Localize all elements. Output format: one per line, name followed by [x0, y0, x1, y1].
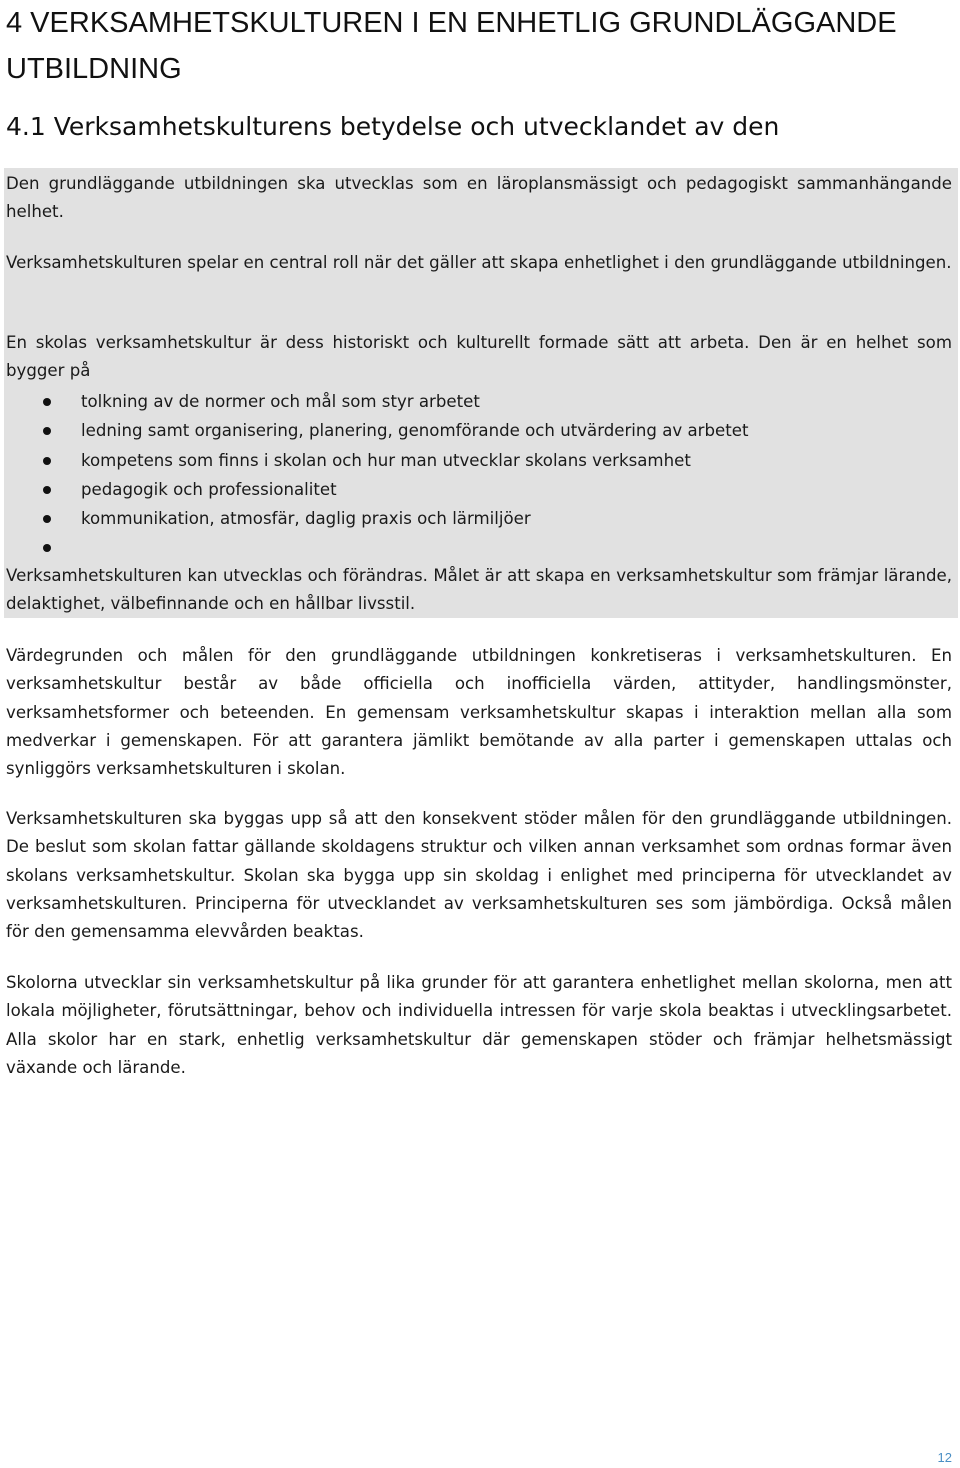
- list-item: [0, 446, 940, 475]
- list-item: [0, 475, 940, 504]
- culture-definition-paragraph: En skolas verksamhetskultur är dess historiskt och kulturellt formade sätt att arbeta. Den är en helhet som bygger på: [6, 333, 952, 380]
- chapter-title: 4 VERKSAMHETSKULTUREN I EN ENHETLIG GRUNDLÄGGANDE UTBILDNING: [6, 7, 897, 85]
- structure-paragraph: Verksamhetskulturen ska byggas upp så att den konsekvent stöder målen för den grundläggande utbildningen. De beslut som skolan fattar gällande skoldagens struktur och vilken annan verksamhet som ordnas formar även skolans verksamhetskultur. Skolan ska bygga upp sin skoldag i enlighet med principerna för utvecklandet av verksamhetskulturen. Principerna för utvecklandet av verksamhetskulturen ses som jämbördiga. Också målen för den gemensamma elevvården beaktas.: [6, 809, 952, 942]
- bullet-icon: [43, 398, 51, 406]
- list-item-text: pedagogik och professionalitet: [81, 479, 337, 499]
- list-item: [0, 504, 940, 533]
- culture-components-list: [0, 387, 940, 563]
- list-item: [0, 387, 940, 416]
- bullet-icon: [43, 457, 51, 465]
- list-item-text: ledning samt organisering, planering, genomförande och utvärdering av arbetet: [81, 421, 749, 441]
- list-item: [0, 416, 940, 445]
- values-paragraph: Värdegrunden och målen för den grundläggande utbildningen konkretiseras i verksamhetskulturen. En verksamhetskultur består av både officiella och inofficiella värden, attityder, handlingsmönster, verksamhetsformer och beteenden. En gemensam verksamhetskultur skapas i interaktion mellan alla som medverkar i gemenskapen. För att garantera jämlikt bemötande av alla parter i gemenskapen uttalas och synliggörs verksamhetskulturen i skolan.: [6, 646, 952, 779]
- schools-paragraph: Skolorna utvecklar sin verksamhetskultur på lika grunder för att garantera enhetlighet mellan skolorna, men att lokala möjligheter, förutsättningar, behov och individuella intressen för varje skola beaktas i utvecklingsarbetet. Alla skolor har en stark, enhetlig verksamhetskultur där gemenskapen stöder och främjar helhetsmässigt växande och lärande.: [6, 973, 952, 1077]
- bullet-icon: [43, 544, 51, 552]
- bullet-icon: [43, 486, 51, 494]
- list-item-text: kompetens som finns i skolan och hur man utvecklar skolans verksamhet: [81, 450, 691, 470]
- section-title: 4.1 Verksamhetskulturens betydelse och utvecklandet av den: [6, 112, 780, 141]
- list-item-text: kommunikation, atmosfär, daglig praxis och lärmiljöer: [81, 509, 531, 529]
- bullet-icon: [43, 515, 51, 523]
- list-item-text: tolkning av de normer och mål som styr arbetet: [81, 392, 480, 411]
- culture-role-paragraph: Verksamhetskulturen spelar en central roll när det gäller att skapa enhetlighet i den grundläggande utbildningen.: [6, 253, 952, 272]
- intro-paragraph: Den grundläggande utbildningen ska utvecklas som en läroplansmässigt och pedagogiskt sammanhängande helhet.: [6, 174, 952, 221]
- bullet-icon: [43, 427, 51, 435]
- page-number: 12: [937, 1450, 952, 1465]
- development-paragraph: Verksamhetskulturen kan utvecklas och förändras. Målet är att skapa en verksamhetskultur som främjar lärande, delaktighet, välbefinnande och en hållbar livsstil.: [6, 566, 952, 613]
- list-item: [0, 533, 940, 562]
